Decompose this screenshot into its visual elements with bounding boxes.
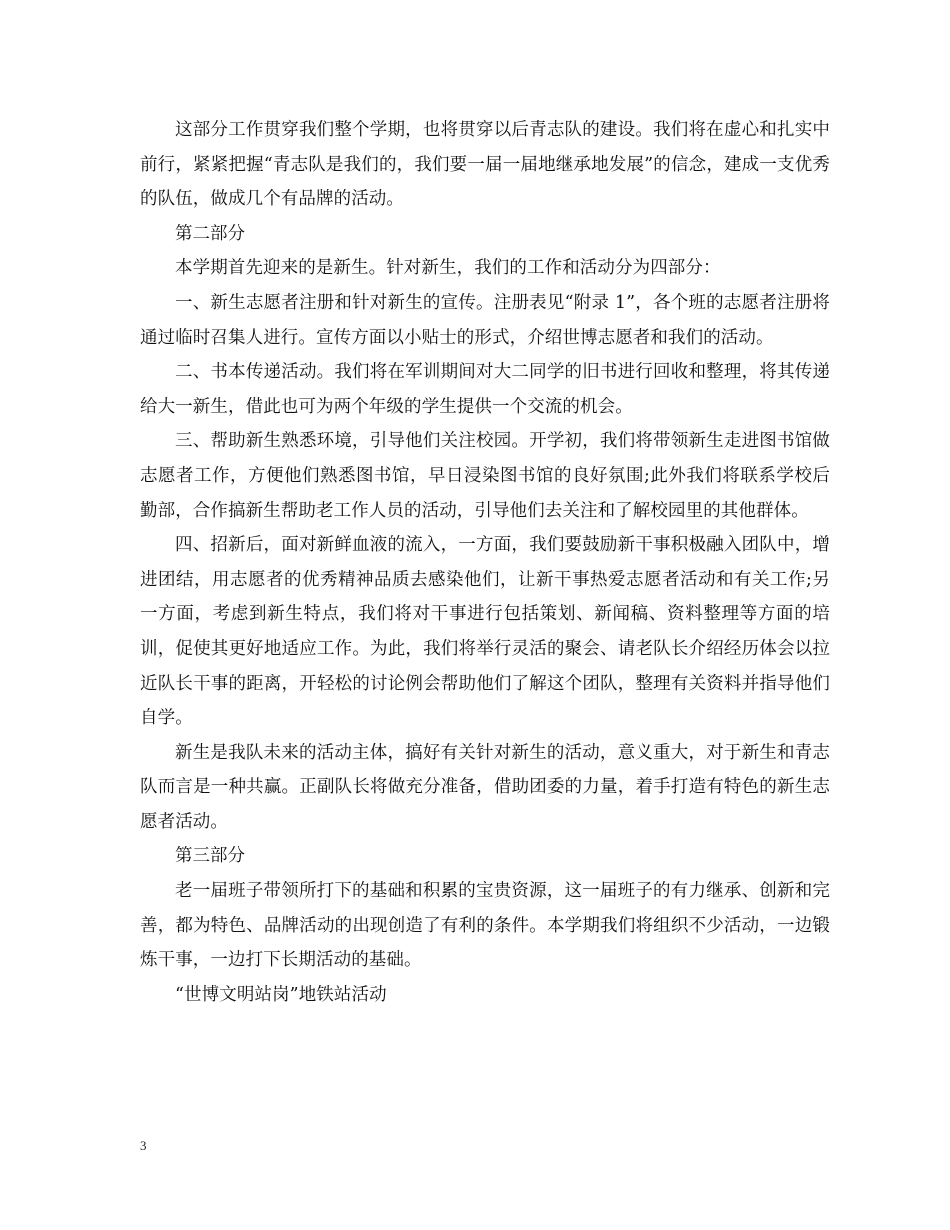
paragraph-item-four: 四、招新后，面对新鲜血液的流入，一方面，我们要鼓励新干事积极融入团队中，增进团结，用志愿者的优秀精神品质去感染他们，让新干事热爱志愿者活动和有关工作;另一方面，考虑到新生特点，我们将对干事进行包括策划、新闻稿、资料整理等方面的培训，促使其更好地适应工作。为此，我们将举行灵活的聚会、请老队长介绍经历体会以拉近队长干事的距离，开轻松的讨论例会帮助他们了解这个团队，整理有关资料并指导他们自学。 — [140, 535, 830, 729]
paragraph-new-students-summary: 新生是我队未来的活动主体，搞好有关针对新生的活动，意义重大，对于新生和青志队而言是一种共赢。正副队长将做充分准备，借助团委的力量，着手打造有特色的新生志愿者活动。 — [140, 742, 830, 832]
paragraph-intro-continuation: 这部分工作贯穿我们整个学期，也将贯穿以后青志队的建设。我们将在虚心和扎实中前行，紧紧把握“青志队是我们的，我们要一届一届地继承地发展”的信念，建成一支优秀的队伍，做成几个有品牌的活动。 — [140, 120, 830, 210]
paragraph-part-three-intro: 老一届班子带领所打下的基础和积累的宝贵资源，这一届班子的有力继承、创新和完善，都为特色、品牌活动的出现创造了有利的条件。本学期我们将组织不少活动，一边锻炼干事，一边打下长期活动的基础。 — [140, 881, 830, 971]
paragraph-item-three: 三、帮助新生熟悉环境，引导他们关注校园。开学初，我们将带领新生走进图书馆做志愿者工作，方便他们熟悉图书馆，早日浸染图书馆的良好氛围;此外我们将联系学校后勤部，合作搞新生帮助老工作人员的活动，引导他们去关注和了解校园里的其他群体。 — [140, 431, 830, 521]
document-body — [140, 113, 830, 1012]
page-number: 3 — [140, 1138, 147, 1153]
paragraph-item-one: 一、新生志愿者注册和针对新生的宣传。注册表见“附录 1”，各个班的志愿者注册将通过临时召集人进行。宣传方面以小贴士的形式，介绍世博志愿者和我们的活动。 — [140, 292, 830, 348]
paragraph-item-two: 二、书本传递活动。我们将在军训期间对大二同学的旧书进行回收和整理，将其传递给大一新生，借此也可为两个年级的学生提供一个交流的机会。 — [140, 362, 830, 417]
section-heading-part-two: 第二部分 — [175, 223, 245, 244]
paragraph-subway-activity-title: “世博文明站岗”地铁站活动 — [175, 984, 387, 1005]
paragraph-new-students-intro: 本学期首先迎来的是新生。针对新生，我们的工作和活动分为四部分： — [175, 258, 721, 279]
section-heading-part-three: 第三部分 — [175, 846, 245, 867]
